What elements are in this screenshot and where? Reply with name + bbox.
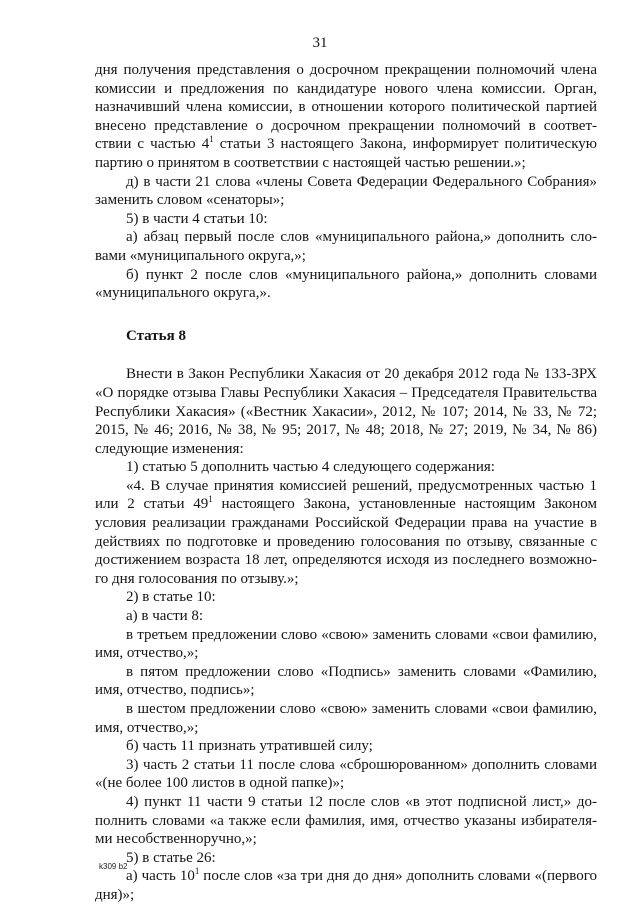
paragraph-text: в третьем предложении слово «свою» заменить словами «свои фамилию, имя, отчество,»;: [95, 626, 597, 662]
paragraph: [95, 700, 597, 737]
article-heading: Статья 8: [126, 327, 186, 344]
paragraph-text: Внести в Закон Республики Хакасия от 20 декабря 2012 года № 133-ЗРХ «О порядке отзыва Главы Республики Хакасия – Председателя Правительства Республики Хакасия» («Вестник Хакасии», 2012, № 107; 2014, № 33, № 72; 2015, № 46; 2016, № 38, № 95; 2017, № 48; 2018, № 27; 2019, № 34, № 86) следующие изменения:: [95, 366, 597, 457]
paragraph-text: настоящего Закона, установленные настоящим Законом условия реализации гражданами Российской Федерации права на участие в действиях по подготовке и проведению голосования по отзыву, связанные с достижением возраста 18 лет, определяются исходя из последнего возможно-го дня голосования по отзыву.»;: [95, 496, 597, 587]
paragraph: [95, 477, 597, 589]
paragraph-text: дня получения представления о досрочном прекращении полномочий члена комиссии и предложения по кандидатуре нового члена комиссии. Орган, назначивший члена комиссии, в отношении которого политической партией внесено представление о досрочном прекращении полномочий в соответ-ствии с частью 4: [95, 62, 597, 153]
paragraph-text: 1) статью 5 дополнить частью 4 следующего содержания:: [126, 459, 495, 476]
paragraph-group-top: [95, 61, 597, 303]
paragraph-text: 5) в части 4 статьи 10:: [126, 210, 268, 227]
footer-code: k309 b2: [99, 862, 128, 871]
paragraph: [95, 849, 597, 868]
paragraph-text: а) абзац первый после слов «муниципального района,» дополнить сло-вами «муниципального округа,»;: [95, 229, 597, 264]
paragraph-text: в шестом предложении слово «свою» заменить словами «свои фамилию, имя, отчество,»;: [95, 701, 597, 736]
paragraph: [95, 626, 597, 663]
paragraph: [95, 756, 597, 793]
paragraph-text: а) часть 10: [126, 868, 195, 885]
paragraph-text: б) пункт 2 после слов «муниципального района,» дополнить словами «муниципального округа,».: [95, 266, 597, 302]
paragraph-text: статьи 3 настоящего Закона, информирует политическую партию о принятом в соответствии с настоящей частью решении.»;: [95, 136, 597, 171]
superscript: 1: [194, 866, 200, 877]
paragraph: [95, 607, 597, 626]
paragraph: [95, 588, 597, 607]
paragraph: [95, 793, 597, 849]
paragraph: [95, 173, 597, 210]
paragraph-text: б) часть 11 признать утратившей силу;: [126, 738, 373, 755]
paragraph: [95, 210, 597, 229]
paragraph-text: а) в части 8:: [126, 608, 204, 625]
paragraph-text: в пятом предложении слово «Подпись» заменить словами «Фамилию, имя, отчество, подпись»;: [95, 663, 597, 699]
paragraph-text: 2) в статье 10:: [126, 589, 216, 606]
paragraph-text: 5) в статье 26:: [126, 849, 216, 866]
page-number: 31: [312, 35, 328, 51]
paragraph: [95, 663, 597, 700]
paragraph-group-bottom: [95, 365, 597, 904]
superscript: 1: [208, 494, 213, 505]
paragraph-text: «4. В случае принятия комиссией решений, предусмотренных частью 1 или 2 статьи 49: [95, 477, 597, 513]
paragraph-text: 3) часть 2 статьи 11 после слова «сброшюрованном» дополнить словами «(не более 100 листов в одной папке)»;: [95, 756, 597, 792]
paragraph: [95, 61, 597, 173]
paragraph-text: д) в части 21 слова «члены Совета Федерации Федерального Собрания» заменить словом «сенаторы»;: [95, 173, 597, 209]
paragraph: [95, 458, 597, 477]
paragraph-text: 4) пункт 11 части 9 статьи 12 после слов «в этот подписной лист,» до-полнить словами «а также если фамилия, имя, отчество указаны избирателя-ми несобственноручно,»;: [95, 793, 597, 848]
paragraph: [95, 737, 597, 756]
superscript: 1: [209, 134, 214, 145]
paragraph-text: после слов «за три дня до дня» дополнить словами «(первого дня)»;: [95, 868, 597, 903]
paragraph: [95, 365, 597, 458]
document-body: [95, 61, 597, 905]
paragraph: [95, 228, 597, 265]
paragraph: [95, 266, 597, 303]
